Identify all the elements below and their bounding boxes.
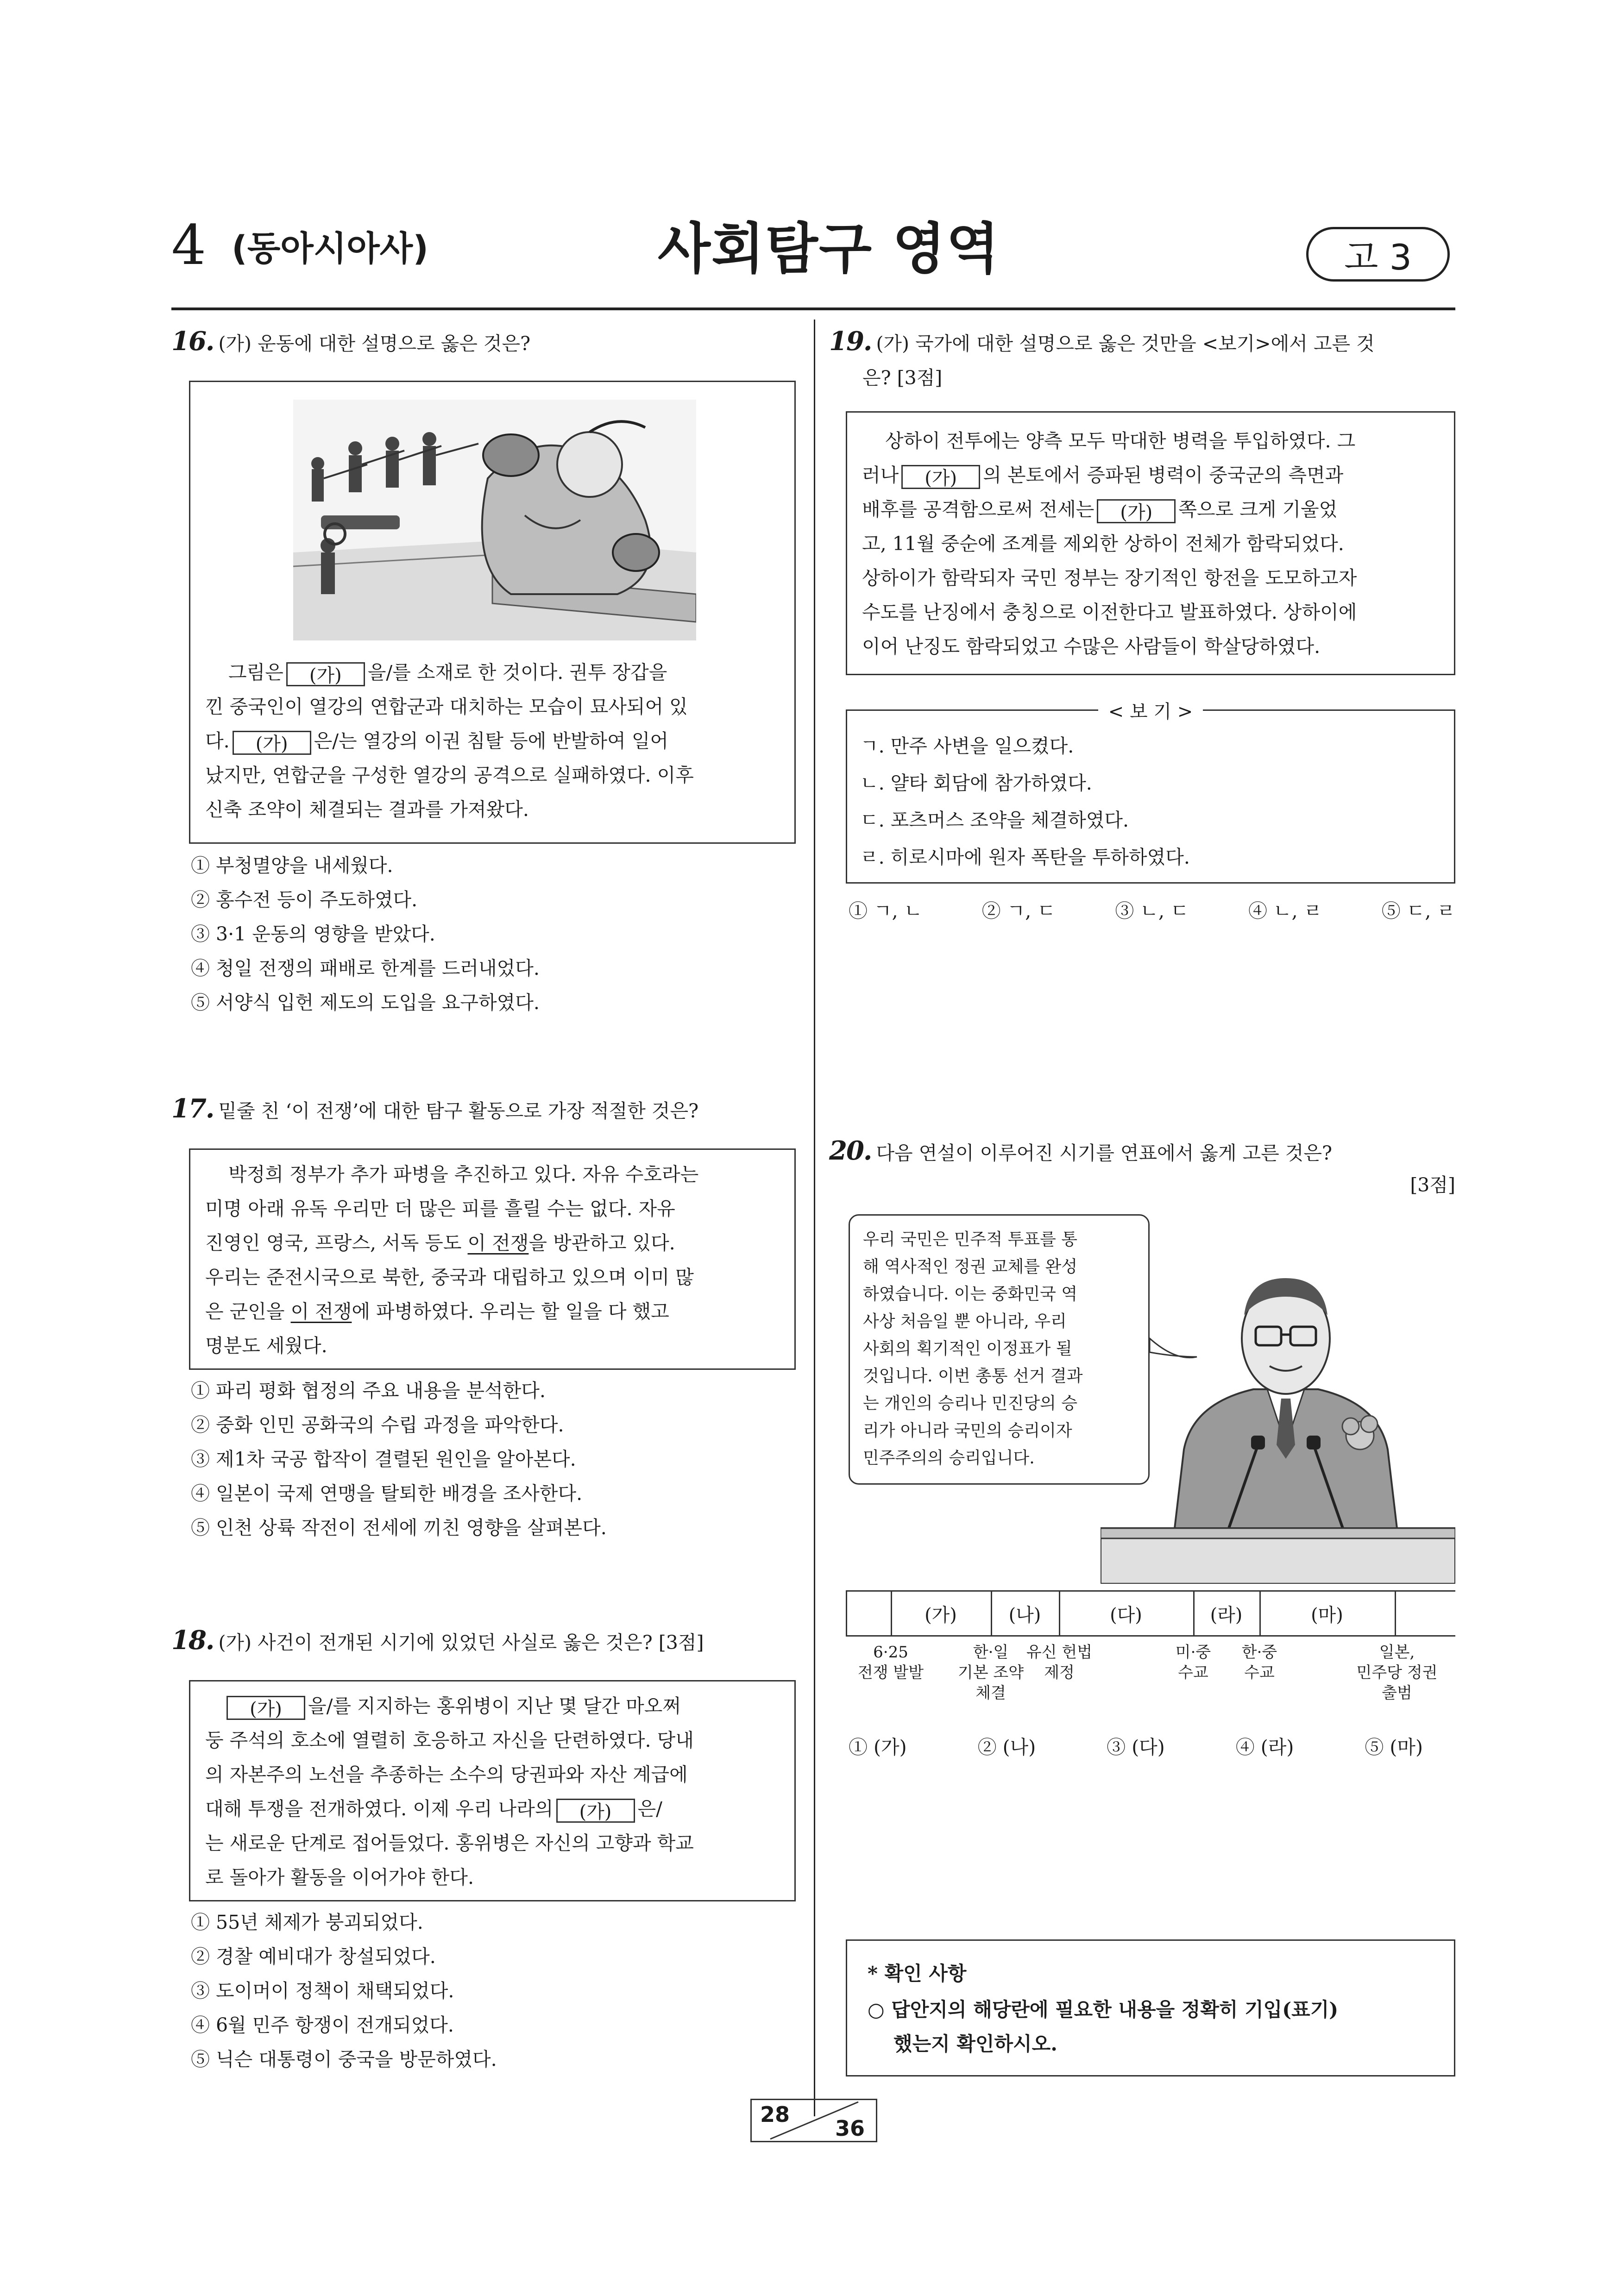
q16-choice-5[interactable]: ⑤ 서양식 입헌 제도의 도입을 요구하였다.	[191, 991, 540, 1014]
q18-choice-1[interactable]: ① 55년 체제가 붕괴되었다.	[191, 1911, 423, 1933]
q17-choice-4[interactable]: ④ 일본이 국제 연맹을 탈퇴한 배경을 조사한다.	[191, 1482, 583, 1505]
notice-box	[846, 1939, 1455, 2076]
q18-blank-ga: (가)	[226, 1696, 305, 1720]
q18-choice-5[interactable]: ⑤ 닉슨 대통령이 중국을 방문하였다.	[191, 2048, 497, 2070]
q17-passage-box	[189, 1148, 796, 1370]
q19-choice-1[interactable]: ① ㄱ, ㄴ	[849, 900, 923, 922]
q18-passage-text	[205, 1689, 782, 1895]
q18-passage-line: 을/를 지지하는 홍위병이 지난 몇 달간 마오쩌	[308, 1695, 681, 1717]
q16-choice-1[interactable]: ① 부청멸양을 내세웠다.	[191, 854, 393, 877]
q20-question: 다음 연설이 이루어진 시기를 연표에서 옳게 고른 것은?	[876, 1142, 1332, 1164]
current-page: 28	[760, 2102, 790, 2127]
q17-passage-line: 우리는 준전시국으로 북한, 중국과 대립하고 있으며 이미 많	[205, 1266, 694, 1288]
timeline-event-line: 기본 조약	[957, 1663, 1024, 1682]
q16-passage-line: 낀 중국인이 열강의 연합군과 대치하는 모습이 묘사되어 있	[205, 696, 688, 718]
q20-speech-line: 는 개인의 승리나 민진당의 승	[863, 1394, 1078, 1413]
q16-passage-box	[189, 381, 796, 844]
q20-speech-text	[863, 1226, 1141, 1472]
q20-speech-line: 사상 처음일 뿐 아니라, 우리	[863, 1312, 1067, 1331]
q18-passage-line: 둥 주석의 호소에 열렬히 호응하고 자신을 단련하였다. 당내	[205, 1729, 694, 1751]
timeline-period-ra: (라)	[1210, 1604, 1243, 1626]
q19-passage-line: 배후를 공격함으로써 전세는	[862, 498, 1095, 521]
q19-passage-line: 의 본토에서 증파된 병력이 중국군의 측면과	[983, 464, 1344, 486]
q16-passage-line: 그림은	[228, 661, 283, 684]
q17-passage-line: 미명 아래 유독 우리만 더 많은 피를 흘릴 수는 없다. 자유	[205, 1198, 675, 1220]
q17-passage-line: 박정희 정부가 추가 파병을 추진하고 있다. 자유 수호라는	[228, 1163, 699, 1186]
q20-choices	[849, 1730, 1423, 1764]
timeline-tick	[1395, 1592, 1396, 1635]
timeline-event-line: 유신 헌법	[1026, 1643, 1093, 1662]
q20-choice-1[interactable]: ① (가)	[849, 1736, 907, 1758]
notice-text	[868, 1993, 1447, 2061]
q20-speech-line: 리가 아니라 국민의 승리이자	[863, 1421, 1072, 1440]
q17-passage-line: 명분도 세웠다.	[205, 1335, 327, 1357]
q19-question-line2: 은? [3점]	[862, 367, 943, 389]
q18-passage-line: 는 새로운 단계로 접어들었다. 홍위병은 자신의 고향과 학교	[205, 1832, 694, 1854]
q16-choices	[191, 848, 793, 1020]
q16-passage-line: 신축 조약이 체결되는 결과를 가져왔다.	[205, 798, 529, 821]
grade-badge: 고 3	[1306, 227, 1450, 282]
q18-question: (가) 사건이 전개된 시기에 있었던 사실로 옳은 것은? [3점]	[218, 1631, 704, 1654]
timeline-period-ma: (마)	[1311, 1604, 1343, 1626]
q18-passage-line: 로 돌아가 활동을 이어가야 한다.	[205, 1866, 474, 1888]
speaker-illustration	[1101, 1250, 1455, 1584]
q20-speech-line: 해 역사적인 정권 교체를 완성	[863, 1257, 1078, 1276]
q20-speech-line: 우리 국민은 민주적 투표를 통	[863, 1230, 1078, 1249]
timeline-event-korea-japan-treaty	[947, 1642, 1035, 1703]
q19-bogi-item-digeut: ㄷ. 포츠머스 조약을 체결하였다.	[860, 809, 1129, 831]
q20-choice-5[interactable]: ⑤ (마)	[1365, 1736, 1423, 1758]
q19-passage-line: 상하이 전투에는 양측 모두 막대한 병력을 투입하였다. 그	[885, 430, 1356, 452]
timeline-event-us-china-relations	[1161, 1642, 1226, 1683]
q19-passage-line: 상하이가 함락되자 국민 정부는 장기적인 항전을 도모하고자	[862, 567, 1357, 589]
subject-label: (동아시아사)	[232, 229, 429, 269]
notice-title: * 확인 사항	[868, 1962, 967, 1985]
q17-choice-1[interactable]: ① 파리 평화 협정의 주요 내용을 분석한다.	[191, 1380, 546, 1402]
timeline-event-japan-dpj-government	[1348, 1642, 1446, 1703]
q17-underlined-this-war-2: 이 전쟁	[290, 1300, 352, 1323]
q20-choice-2[interactable]: ② (나)	[977, 1736, 1036, 1758]
timeline-event-line: 일본,	[1379, 1643, 1415, 1662]
q16-passage-text	[205, 655, 782, 827]
q17-passage-line: 을 방관하고 있다.	[528, 1232, 675, 1254]
timeline-period-na: (나)	[1008, 1604, 1041, 1626]
q19-blank-ga: (가)	[901, 465, 980, 489]
q18-blank-ga-2: (가)	[556, 1799, 635, 1823]
q16-blank-ga-2: (가)	[233, 731, 311, 755]
q20-speech-line: 것입니다. 이번 총통 선거 결과	[863, 1367, 1083, 1386]
timeline-event-line: 수교	[1244, 1663, 1275, 1682]
q17-question: 밑줄 친 ‘이 전쟁’에 대한 탐구 활동으로 가장 적절한 것은?	[218, 1100, 699, 1122]
q19-choice-2[interactable]: ② ㄱ, ㄷ	[981, 900, 1056, 922]
total-pages: 36	[835, 2116, 865, 2141]
timeline-event-line: 민주당 정권	[1356, 1663, 1438, 1682]
q17-choice-2[interactable]: ② 중화 인민 공화국의 수립 과정을 파악한다.	[191, 1414, 564, 1436]
q17-header	[171, 1092, 797, 1128]
q19-header	[829, 324, 1454, 395]
q18-passage-line: 은/	[637, 1798, 662, 1820]
q16-question: (가) 운동에 대한 설명으로 옳은 것은?	[218, 332, 531, 355]
q20-timeline-events	[846, 1642, 1455, 1716]
q16-number: 16.	[171, 326, 214, 357]
q20-header	[829, 1134, 1454, 1170]
timeline-event-line: 출범	[1382, 1684, 1412, 1702]
q19-choice-5[interactable]: ⑤ ㄷ, ㄹ	[1381, 900, 1455, 922]
q18-choice-4[interactable]: ④ 6월 민주 항쟁이 전개되었다.	[191, 2014, 454, 2036]
q17-choice-5[interactable]: ⑤ 인천 상륙 작전이 전세에 끼친 영향을 살펴본다.	[191, 1517, 607, 1539]
timeline-event-line: 미·중	[1175, 1643, 1211, 1662]
q16-passage-line: 은/는 열강의 이권 침탈 등에 반발하여 일어	[314, 730, 668, 752]
q18-passage-line: 의 자본주의 노선을 추종하는 소수의 당권파와 자산 계급에	[205, 1763, 688, 1786]
q17-choices	[191, 1374, 793, 1545]
timeline-event-line: 전쟁 발발	[857, 1663, 924, 1682]
q20-speech-line: 민주주의의 승리입니다.	[863, 1449, 1035, 1468]
q19-passage-line: 수도를 난징에서 충칭으로 이전한다고 발표하였다. 상하이에	[862, 601, 1357, 623]
page-indicator	[750, 2099, 877, 2142]
q19-question-line1: (가) 국가에 대한 설명으로 옳은 것만을 <보기>에서 고른 것	[876, 332, 1375, 355]
notice-line: 했는지 확인하시오.	[893, 2033, 1057, 2055]
q20-choice-3[interactable]: ③ (다)	[1107, 1736, 1165, 1758]
q19-choice-3[interactable]: ③ ㄴ, ㄷ	[1115, 900, 1189, 922]
q19-bogi-item-giyeok: ㄱ. 만주 사변을 일으켰다.	[860, 735, 1074, 757]
q20-speech-line: 사회의 획기적인 이정표가 될	[863, 1339, 1072, 1358]
q19-bogi-title: < 보 기 >	[1098, 701, 1203, 722]
q19-passage-text	[862, 424, 1442, 664]
q16-choice-2[interactable]: ② 홍수전 등이 주도하였다.	[191, 889, 418, 911]
q18-number: 18.	[171, 1625, 214, 1656]
q17-passage-line: 은 군인을	[205, 1300, 285, 1323]
timeline-period-ga: (가)	[925, 1604, 957, 1626]
notice-line: ○ 답안지의 해당란에 필요한 내용을 정확히 기입(표기)	[868, 1998, 1339, 2021]
q20-points: [3점]	[1410, 1174, 1455, 1196]
header-rule	[171, 307, 1455, 310]
timeline-event-line: 제정	[1044, 1663, 1075, 1682]
timeline-event-yushin-constitution	[1025, 1642, 1094, 1683]
q19-bogi-box	[846, 701, 1455, 884]
q16-passage-line: 났지만, 연합군을 구성한 열강의 공격으로 실패하였다. 이후	[205, 764, 694, 786]
q17-passage-line: 진영인 영국, 프랑스, 서독 등도	[205, 1232, 462, 1254]
q20-timeline-bar	[846, 1590, 1455, 1637]
q19-number: 19.	[829, 326, 872, 357]
q17-passage-text	[205, 1157, 782, 1363]
q16-choice-4[interactable]: ④ 청일 전쟁의 패배로 한계를 드러내었다.	[191, 957, 540, 979]
q16-choice-3[interactable]: ③ 3·1 운동의 영향을 받았다.	[191, 923, 435, 945]
q20-choice-4[interactable]: ④ (라)	[1235, 1736, 1294, 1758]
timeline-event-korean-war	[846, 1642, 936, 1683]
q20-speech-line: 하였습니다. 이는 중화민국 역	[863, 1285, 1078, 1304]
q17-number: 17.	[171, 1093, 214, 1124]
q19-bogi-item-rieul: ㄹ. 히로시마에 원자 폭탄을 투하하였다.	[860, 846, 1190, 868]
q19-blank-ga-2: (가)	[1097, 499, 1176, 523]
timeline-event-line: 한·일	[973, 1643, 1009, 1662]
q16-blank-ga: (가)	[286, 662, 365, 686]
timeline-event-line: 수교	[1178, 1663, 1208, 1682]
timeline-event-line: 6·25	[873, 1643, 908, 1662]
q18-choice-2[interactable]: ② 경찰 예비대가 창설되었다.	[191, 1945, 436, 1968]
q18-choices	[191, 1905, 793, 2076]
q16-passage-line: 다.	[205, 730, 230, 752]
timeline-period-da: (다)	[1110, 1604, 1142, 1626]
q19-passage-box	[846, 411, 1455, 675]
timeline-event-korea-china-relations	[1227, 1642, 1292, 1683]
q19-choice-4[interactable]: ④ ㄴ, ㄹ	[1248, 900, 1322, 922]
q18-passage-box	[189, 1680, 796, 1901]
page-title: 사회탐구 영역	[658, 217, 1000, 281]
q19-choices	[849, 894, 1455, 928]
boxer-cartoon-illustration	[293, 400, 696, 640]
q19-passage-line: 러나	[862, 464, 899, 486]
q17-choice-3[interactable]: ③ 제1차 국공 합작이 결렬된 원인을 알아본다.	[191, 1448, 576, 1470]
q17-passage-line: 에 파병하였다. 우리는 할 일을 다 했고	[352, 1300, 669, 1323]
page-number: 4	[171, 213, 207, 277]
q18-header	[171, 1623, 797, 1660]
q16-passage-line: 을/를 소재로 한 것이다. 권투 장갑을	[367, 661, 667, 684]
q18-choice-3[interactable]: ③ 도이머이 정책이 채택되었다.	[191, 1980, 454, 2002]
q18-passage-line: 대해 투쟁을 전개하였다. 이제 우리 나라의	[205, 1798, 554, 1820]
timeline-tick	[846, 1592, 847, 1635]
timeline-event-line: 체결	[975, 1684, 1006, 1702]
q16-header	[171, 324, 797, 361]
q19-bogi-item-nieun: ㄴ. 얄타 회담에 참가하였다.	[860, 772, 1092, 794]
q19-passage-line: 이어 난징도 함락되었고 수많은 사람들이 학살당하였다.	[862, 635, 1321, 658]
q19-bogi-items	[860, 728, 1444, 876]
column-divider	[814, 320, 815, 2116]
q19-passage-line: 쪽으로 크게 기울었	[1178, 498, 1338, 521]
q19-passage-line: 고, 11월 중순에 조계를 제외한 상하이 전체가 함락되었다.	[862, 533, 1344, 555]
timeline-event-line: 한·중	[1241, 1643, 1277, 1662]
q17-underlined-this-war: 이 전쟁	[467, 1232, 529, 1254]
q20-number: 20.	[829, 1135, 872, 1166]
